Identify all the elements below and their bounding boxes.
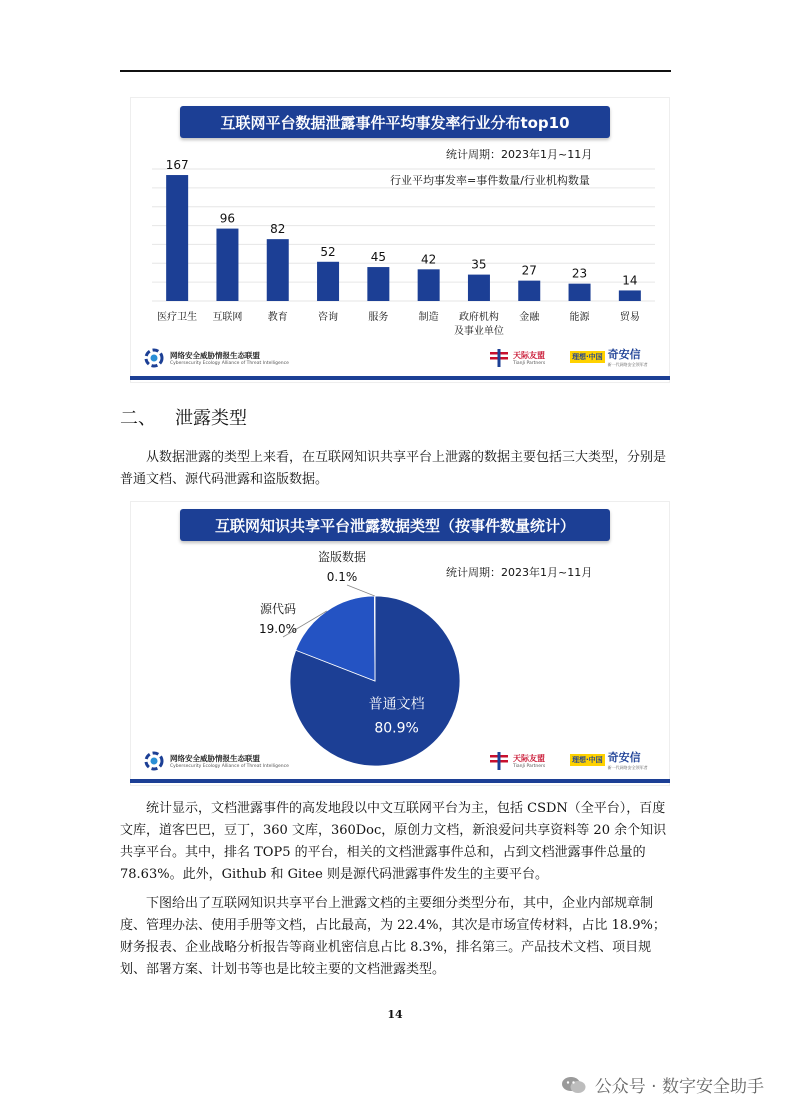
bar — [267, 239, 289, 301]
alliance-emblem-icon — [144, 751, 164, 771]
qax-badge: 理想·中国 — [572, 756, 603, 764]
tianji-logo — [488, 348, 545, 368]
bar — [518, 281, 540, 301]
alliance-emblem-icon — [144, 348, 164, 368]
section-number: 二、 — [120, 408, 156, 429]
slice-label: 源代码 — [259, 602, 297, 616]
watermark — [561, 1072, 764, 1097]
category-label: 政府机构 — [458, 312, 499, 323]
category-label: 医疗卫生 — [157, 312, 198, 323]
tianji-name-en: TianJi Partners — [513, 361, 546, 366]
bar — [317, 262, 339, 301]
category-label: 教育 — [267, 312, 288, 323]
tianji-emblem-icon — [488, 348, 510, 368]
alliance-name-en: Cybersecurity Ecology Alliance of Threat Intelligence — [170, 764, 289, 769]
tianji-name-en: TianJi Partners — [513, 764, 546, 769]
slice-percent: 0.1% — [326, 570, 358, 584]
watermark-text: 公众号 · 数字安全助手 — [594, 1077, 764, 1097]
pie-chart — [130, 541, 670, 766]
bar-value-label: 82 — [270, 222, 286, 237]
bar-value-label: 14 — [622, 273, 638, 288]
bar-chart-panel — [130, 97, 670, 383]
paragraph-3: 下图给出了互联网知识共享平台上泄露文档的主要细分类型分布，其中，企业内部规章制度、管理办法、使用手册等文档，占比最高，为 22.4%，其次是市场宣传材料，占比 18.9%；财务报表、企业战略分析报告等商业机密信息占比 8.3%，排名第三。产品技术文档、项目规划、部署方案、计划书等也是比较主要的文档泄露类型。 — [120, 896, 666, 977]
category-label: 能源 — [569, 312, 590, 323]
tianji-name: 天际友盟 — [513, 351, 545, 360]
category-label: 贸易 — [619, 312, 640, 323]
bar-value-label: 23 — [571, 266, 588, 281]
qax-badge: 理想·中国 — [572, 353, 603, 361]
qax-tagline: 新一代网络安全领军者 — [607, 362, 648, 367]
qax-name: 奇安信 — [607, 348, 641, 361]
qax-logo — [570, 749, 648, 771]
alliance-name: 网络安全威胁情报生态联盟 — [170, 754, 260, 763]
category-label: 金融 — [519, 312, 540, 323]
category-label: 及事业单位 — [453, 326, 504, 337]
panel-footer-bar — [130, 376, 670, 380]
bar-chart — [130, 97, 670, 347]
alliance-logo — [144, 348, 289, 368]
bar-value-label: 35 — [471, 257, 487, 272]
qax-logo — [570, 346, 648, 368]
bar — [166, 175, 188, 301]
section-title: 泄露类型 — [175, 408, 247, 429]
leader-line — [347, 585, 375, 596]
slice-percent: 80.9% — [374, 720, 419, 737]
paragraph-2: 统计显示，文档泄露事件的高发地段以中文互联网平台为主，包括 CSDN（全平台），百度文库，道客巴巴，豆丁，360 文库，360Doc，原创力文档，新浪爱问共享资料等 20 余个知识共享平台。其中，排名 TOP5 的平台，相关的文档泄露事件总和，占到文档泄露事件总量的 78.63%。此外，Github 和 Gitee 则是源代码泄露事件发生的主要平台。 — [120, 801, 667, 882]
section-heading — [120, 404, 247, 430]
alliance-logo — [144, 751, 289, 771]
qax-name: 奇安信 — [607, 751, 641, 764]
category-label: 制造 — [418, 312, 439, 323]
bar-chart-formula: 行业平均事发率=事件数量/行业机构数量 — [390, 174, 590, 187]
bar-value-label: 167 — [165, 158, 189, 173]
header-rule — [120, 70, 671, 72]
bar — [619, 290, 641, 301]
tianji-logo — [488, 751, 545, 771]
slice-label: 盗版数据 — [317, 550, 367, 564]
bar — [216, 229, 238, 301]
slice-label: 普通文档 — [368, 696, 425, 713]
wechat-icon — [561, 1075, 587, 1095]
tianji-emblem-icon — [488, 751, 510, 771]
bar-value-label: 52 — [320, 244, 336, 259]
paragraph-1: 从数据泄露的类型上来看，在互联网知识共享平台上泄露的数据主要包括三大类型，分别是普通文档、源代码泄露和盗版数据。 — [120, 450, 667, 487]
panel-footer-bar — [130, 779, 670, 783]
bar-value-label: 27 — [521, 263, 537, 278]
bar — [569, 284, 591, 301]
pie-chart-title: 互联网知识共享平台泄露数据类型（按事件数量统计） — [180, 509, 610, 541]
bar-chart-period: 统计周期：2023年1月~11月 — [446, 148, 593, 161]
category-label: 咨询 — [318, 312, 339, 323]
tianji-name: 天际友盟 — [513, 754, 545, 763]
category-label: 互联网 — [212, 312, 243, 323]
bar — [367, 267, 389, 301]
alliance-name-en: Cybersecurity Ecology Alliance of Threat Intelligence — [170, 361, 289, 366]
qax-tagline: 新一代网络安全领军者 — [607, 765, 648, 770]
slice-percent: 19.0% — [258, 622, 298, 636]
bar — [468, 275, 490, 301]
page-number: 14 — [387, 1008, 403, 1021]
pie-chart-period: 统计周期：2023年1月~11月 — [446, 566, 593, 579]
pie-slice — [374, 596, 375, 681]
category-label: 服务 — [368, 312, 389, 323]
bar-value-label: 42 — [421, 252, 437, 267]
alliance-name: 网络安全威胁情报生态联盟 — [170, 351, 260, 360]
bar-value-label: 45 — [370, 250, 386, 265]
pie-chart-panel — [130, 501, 670, 786]
bar-chart-title: 互联网平台数据泄露事件平均事发率行业分布top10 — [180, 106, 610, 138]
bar — [418, 269, 440, 301]
bar-value-label: 96 — [219, 211, 236, 226]
